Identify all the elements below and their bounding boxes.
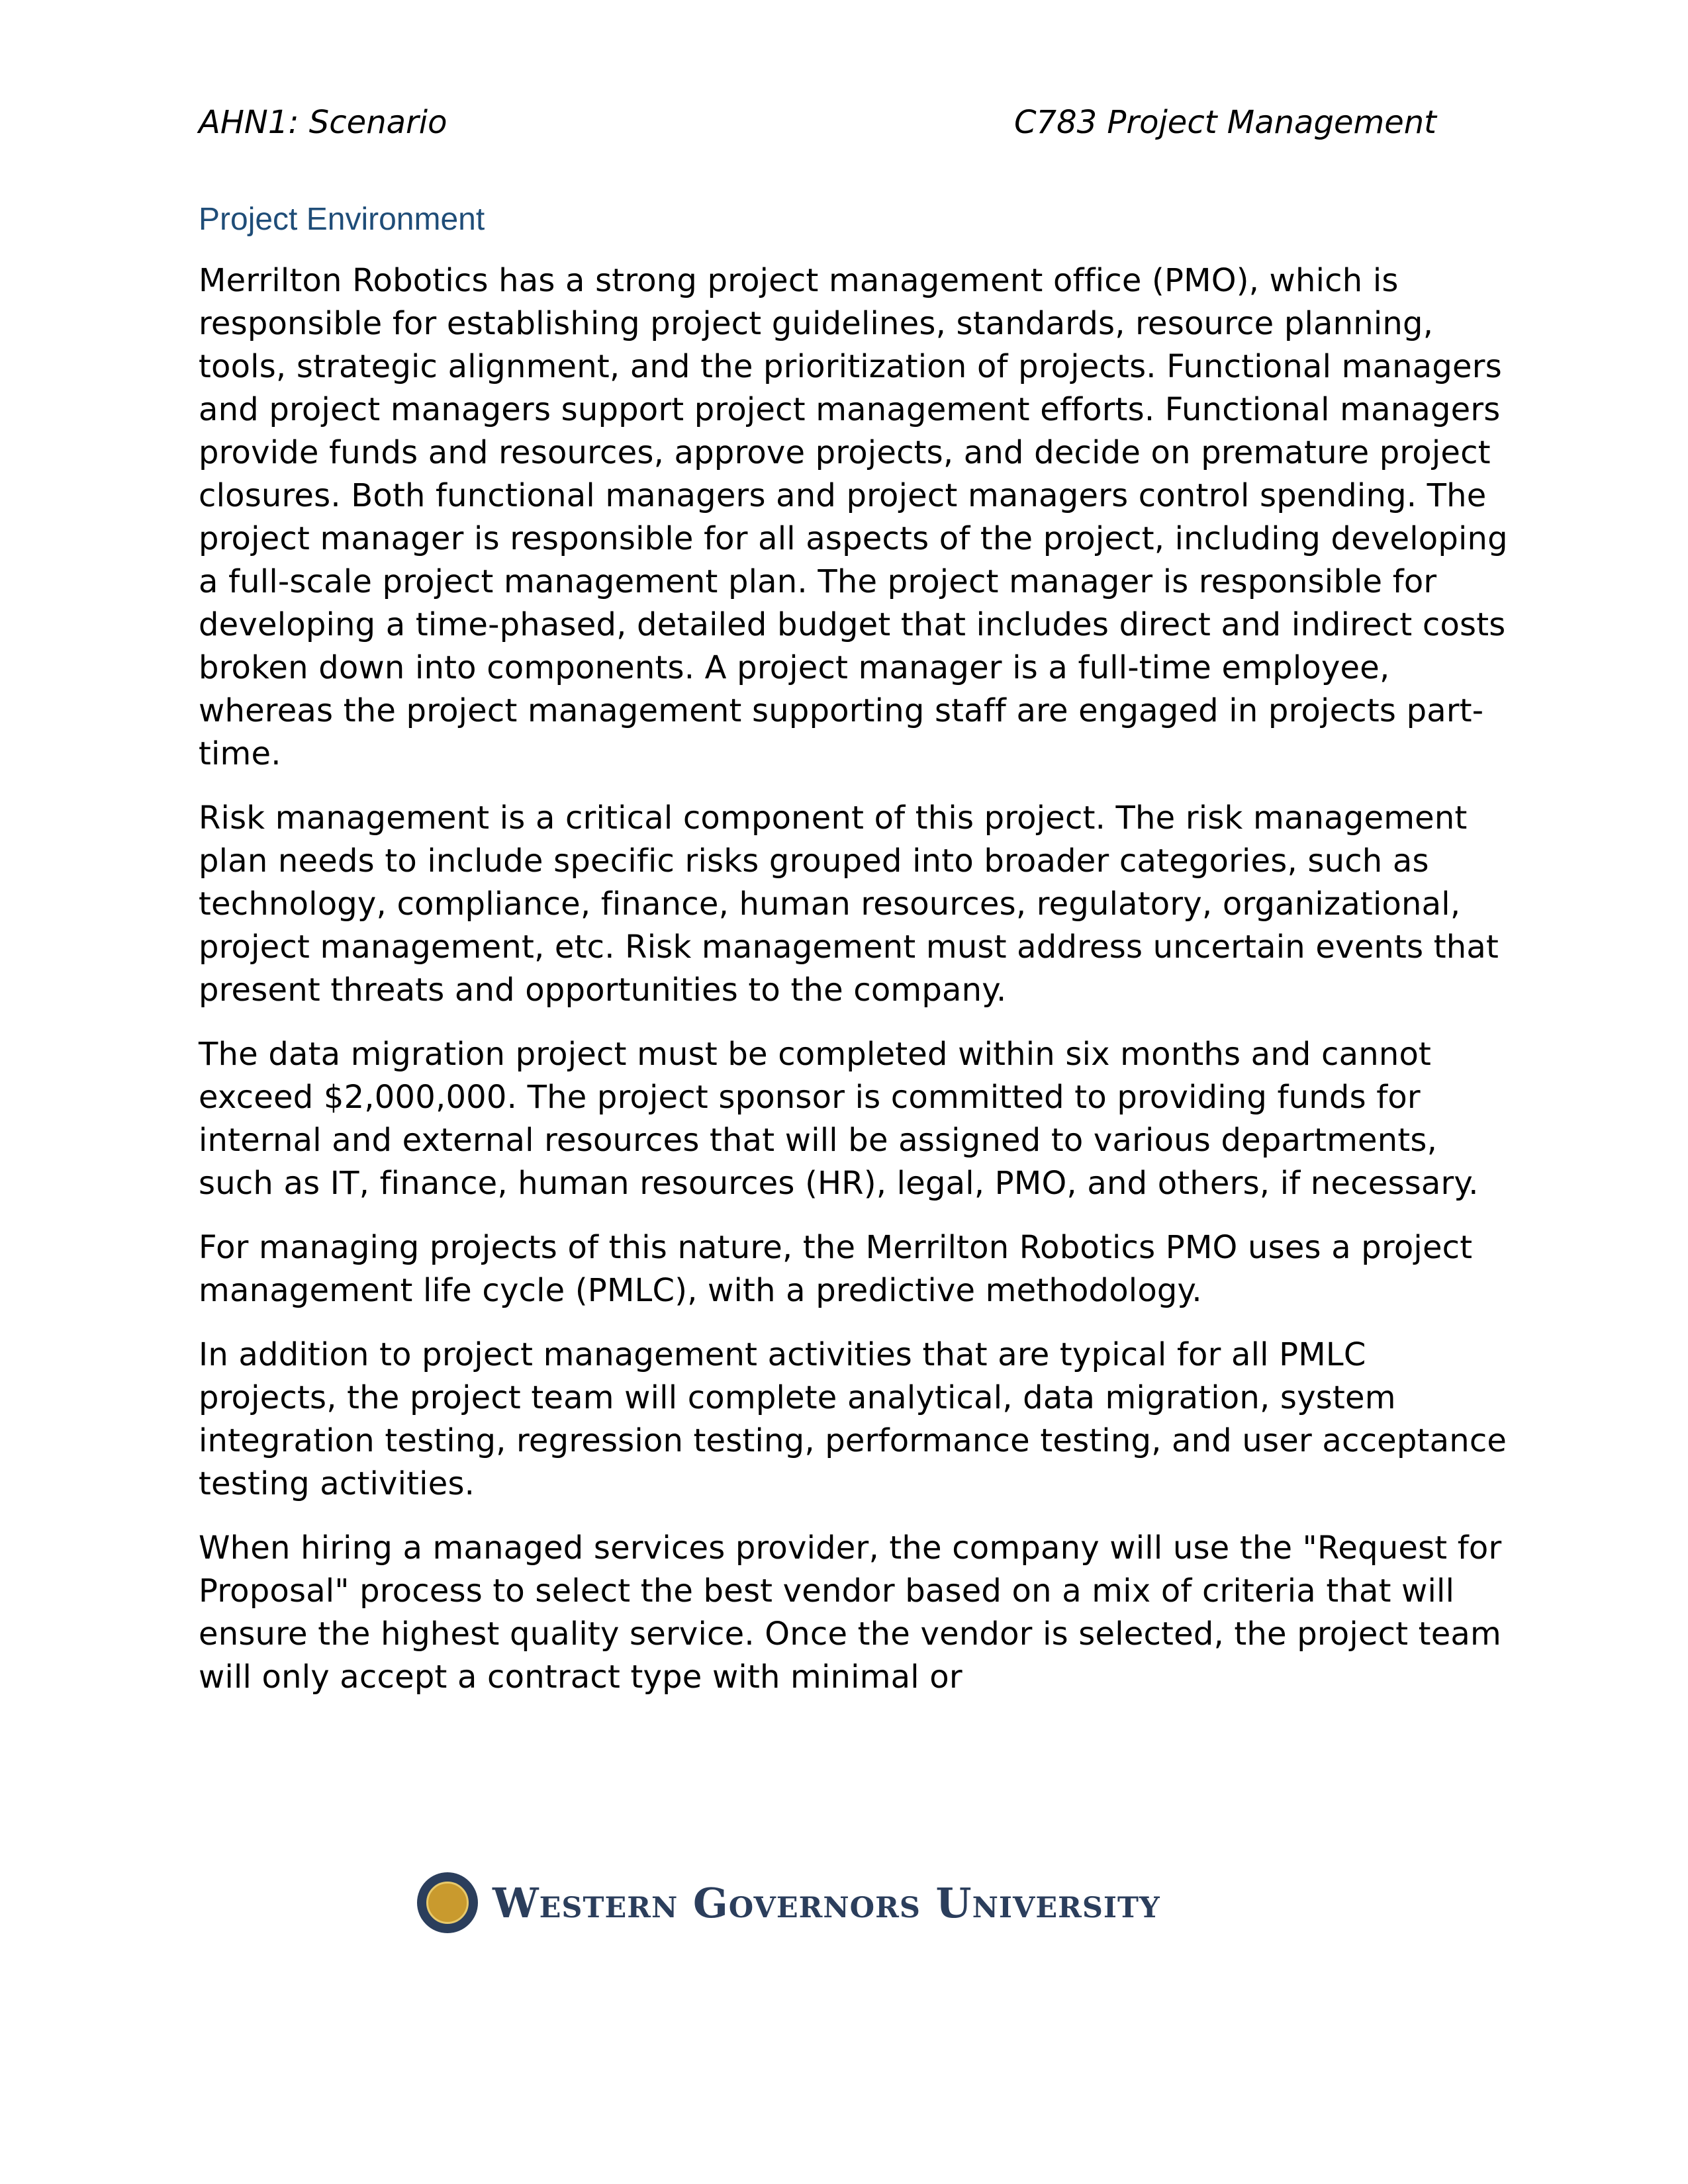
paragraph-vendor: When hiring a managed services provider, the company will use the "Request for Proposal" process to select the best vendor based on a mix of criteria that will ensure the highest quality service. Once the vendor is selected, the project team will only accept a contract type with minimal or — [199, 1529, 1502, 1696]
paragraph-activities: In addition to project management activities that are typical for all PMLC projects, the project team will complete analytical, data migration, system integration testing, regression testing, performance testing, and user acceptance testing activities. — [199, 1336, 1507, 1502]
wgu-seal-icon — [417, 1872, 478, 1933]
document-code: AHN1: Scenario — [199, 104, 447, 141]
section-heading: Project Environment — [199, 202, 485, 237]
course-title: C783 Project Management — [1014, 104, 1436, 141]
paragraph-risk: Risk management is a critical component of this project. The risk management plan needs to include specific risks grouped into broader categories, such as technology, compliance, finance, human resources, regulatory, organizational, project management, etc. Risk management must address uncertain events that present threats and opportunities to the company. — [199, 799, 1499, 1009]
footer-logo — [417, 1870, 1160, 1936]
university-wordmark: Western Governors University — [492, 1878, 1160, 1927]
paragraph-pmlc: For managing projects of this nature, the Merrilton Robotics PMO uses a project management life cycle (PMLC), with a predictive methodology. — [199, 1229, 1473, 1309]
paragraph-budget: The data migration project must be completed within six months and cannot exceed $2,000,000. The project sponsor is committed to providing funds for internal and external resources that will be assigned to various departments, such as IT, finance, human resources (HR), legal, PMO, and others, if necessary. — [199, 1036, 1479, 1202]
page-header — [199, 99, 1489, 146]
paragraph-pmo: Merrilton Robotics has a strong project management office (PMO), which is responsible for establishing project guidelines, standards, resource planning, tools, strategic alignment, and the prioritization of projects. Functional managers and project managers support project management efforts. Functional managers provide funds and resources, approve projects, and decide on premature project closures. Both functional managers and project managers control spending. The project manager is responsible for all aspects of the project, including developing a full-scale project management plan. The project manager is responsible for developing a time-phased, detailed budget that includes direct and indirect costs broken down into components. A project manager is a full-time employee, whereas the project management supporting staff are engaged in projects part-time. — [199, 262, 1508, 772]
document-body — [199, 199, 1509, 1720]
